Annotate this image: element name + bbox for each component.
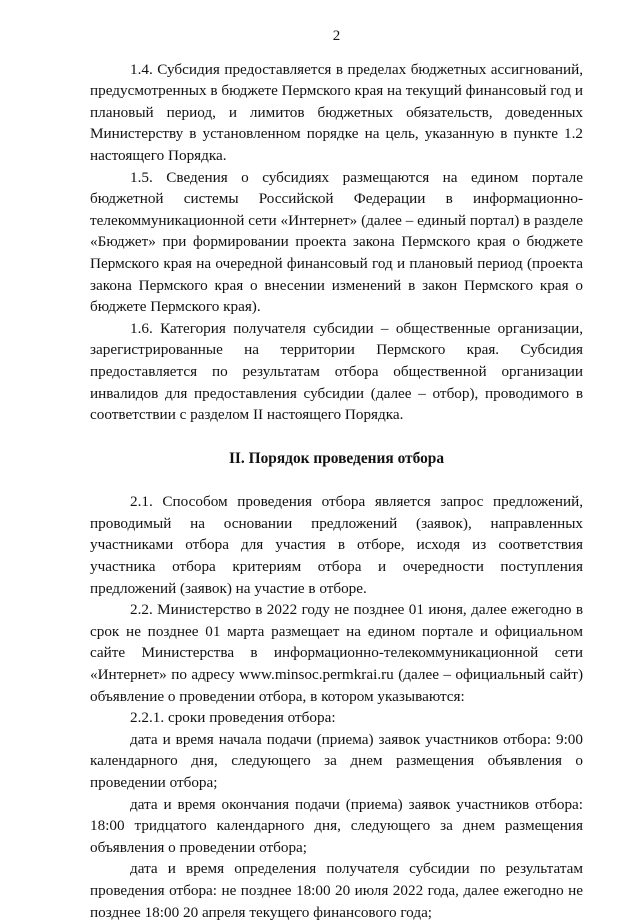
section-heading: II. Порядок проведения отбора (228, 449, 445, 467)
paragraph-2-2-1: 2.2.1. сроки проведения отбора: (130, 709, 336, 727)
paragraph-1-6: 1.6. Категория получателя субсидии – общественные организации, зарегистрированные на территории Пермского края. Субсидия предоставляется по результатам отбора общественной организации инвалидов для предоставления субсидии (далее – отбор), проводимого в соответствии с разделом II настоящего Порядка. (90, 319, 583, 424)
paragraph-2-1: 2.1. Способом проведения отбора является запрос предложений, проводимый на основании предложений (заявок), направленных участниками отбора для участия в отборе, исходя из соответствия участника отбора критериям отбора и очередности поступления предложений (заявок) на участие в отборе. (90, 493, 583, 597)
paragraph-2-2: 2.2. Министерство в 2022 году не позднее 01 июня, далее ежегодно в срок не позднее 01 марта размещает на едином портале и официальном сайте Министерства в информационно-телекоммуникационной сети «Интернет» по адресу www.minsoc.permkrai.ru (далее – официальный сайт) объявление о проведении отбора, в котором указываются: (90, 601, 583, 705)
paragraph-end-date: дата и время окончания подачи (приема) заявок участников отбора: 18:00 тридцатого календарного дня, следующего за днем размещения объявления о проведении отбора; (90, 795, 583, 856)
paragraph-start-date: дата и время начала подачи (приема) заявок участников отбора: 9:00 календарного дня, следующего за днем размещения объявления о проведении отбора; (90, 730, 583, 791)
paragraph-1-5: 1.5. Сведения о субсидиях размещаются на едином портале бюджетной системы Российской Федерации в информационно-телекоммуникационной сети «Интернет» (далее – единый портал) в разделе «Бюджет» при формировании проекта закона Пермского края о бюджете Пермского края на очередной финансовый год и плановый период (проекта закона Пермского края о внесении изменений в закон Пермского края о бюджете Пермского края). (90, 168, 583, 316)
page-number: 2 (332, 28, 341, 44)
paragraph-result-date: дата и время определения получателя субсидии по результатам проведения отбора: не позднее 18:00 20 июля 2022 года, далее ежегодно не позднее 18:00 20 апреля текущего финансового года; (90, 860, 583, 921)
document-page (90, 26, 583, 923)
paragraph-1-4: 1.4. Субсидия предоставляется в пределах бюджетных ассигнований, предусмотренных в бюджете Пермского края на текущий финансовый год и плановый период, и лимитов бюджетных обязательств, доведенных Министерству в установленном порядке на цель, указанную в пункте 1.2 настоящего Порядка. (90, 60, 583, 164)
